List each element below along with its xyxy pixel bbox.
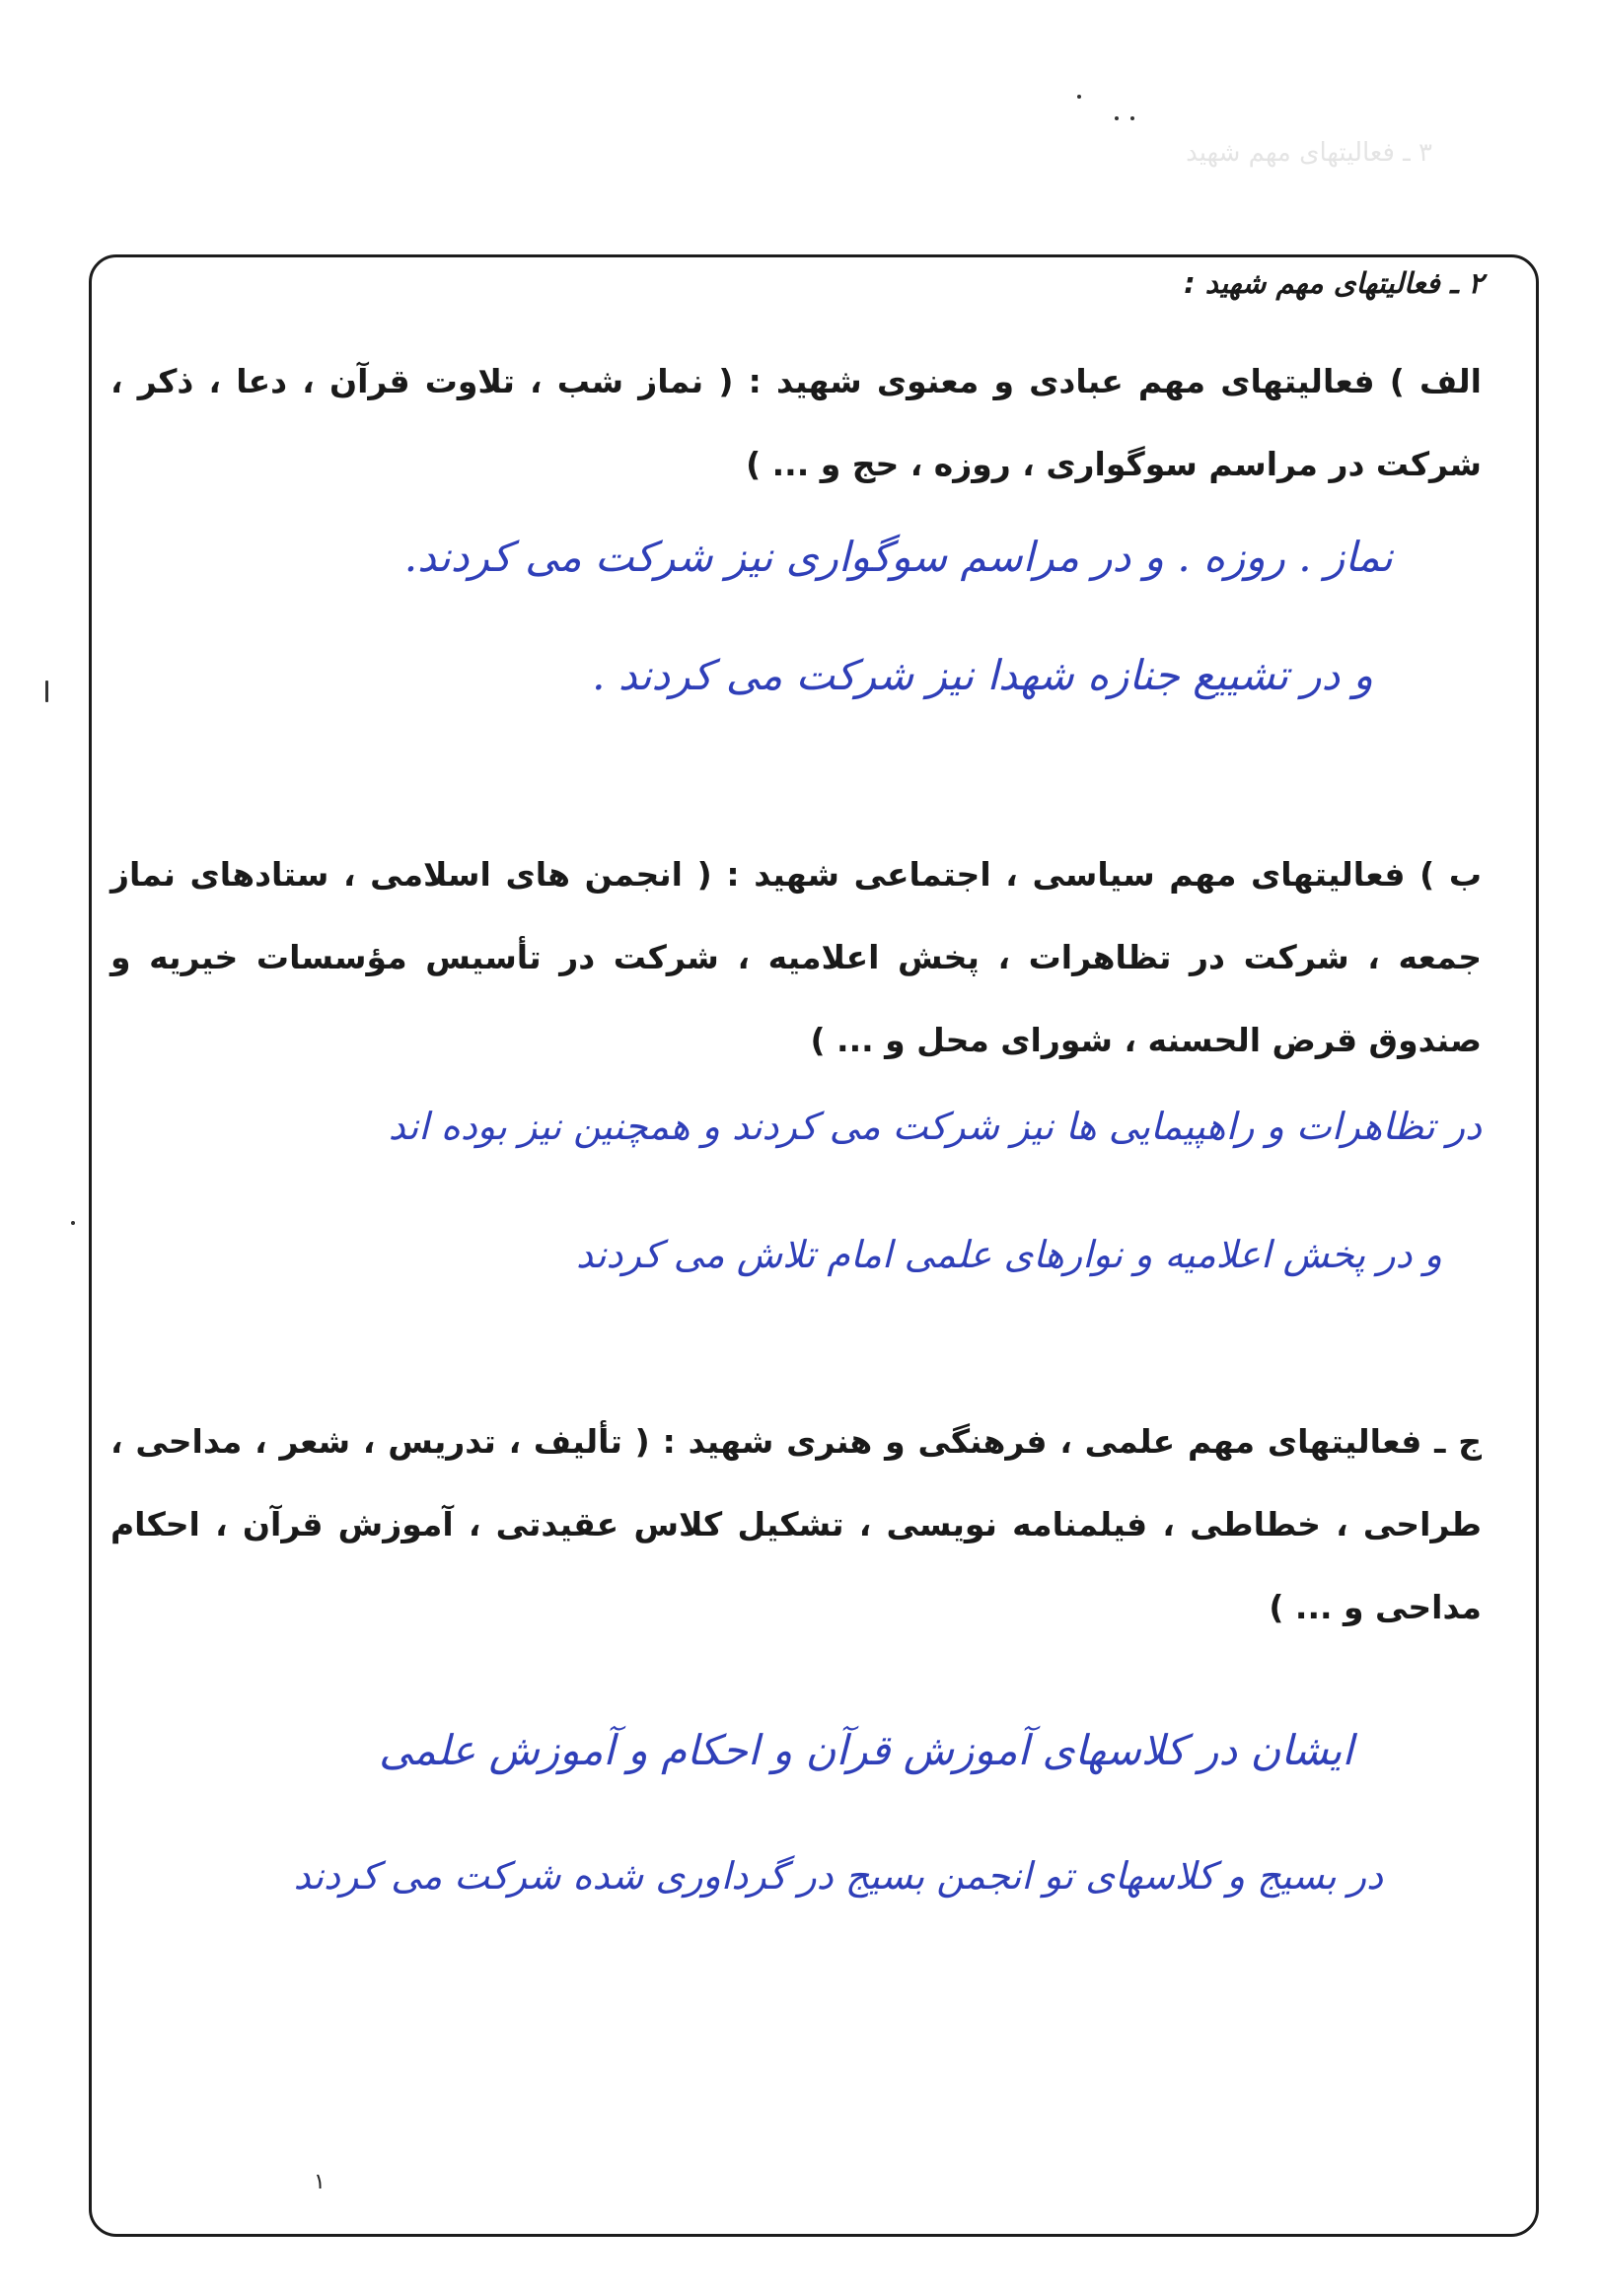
answer-a-line-2: و در تشییع جنازه شهدا نیز شرکت می کردند . — [592, 651, 1373, 699]
scan-speck — [1077, 95, 1081, 99]
answer-a-line-1: نماز . روزه . و در مراسم سوگواری نیز شرکت می کردند. — [403, 533, 1393, 581]
scan-speck — [1115, 116, 1119, 120]
prompt-c: ج ـ فعالیتهای مهم علمی ، فرهنگی و هنری شهید : ( تألیف ، تدریس ، شعر ، مداحی ، طراحی ، خطاطی ، فیلمنامه نویسی ، تشکیل کلاس عقیدتی ، آموزش قرآن ، احکام مداحی و ... ) — [110, 1422, 1482, 1626]
scan-speck — [45, 681, 48, 702]
prompt-a: الف ) فعالیتهای مهم عبادی و معنوی شهید : ( نماز شب ، تلاوت قرآن ، دعا ، ذکر ، شرکت در مراسم سوگواری ، روزه ، حج و ... ) — [110, 362, 1482, 483]
scan-speck — [1130, 116, 1134, 120]
prompt-b: ب ) فعالیتهای مهم سیاسی ، اجتماعی شهید : ( انجمن های اسلامی ، ستادهای نماز جمعه ، شرکت در تظاهرات ، پخش اعلامیه ، شرکت در تأسیس مؤسسات خیریه و صندوق قرض الحسنه ، شورای محل و ... ) — [110, 855, 1482, 1059]
answer-b-line-2: و در پخش اعلامیه و نوارهای علمی امام تلاش می کردند — [576, 1233, 1442, 1276]
section-heading: ۲ ـ فعالیتهای مهم شهید : — [1184, 266, 1484, 300]
answer-c-line-1: ایشان در کلاسهای آموزش قرآن و احکام و آموزش علمی — [379, 1726, 1353, 1774]
show-through-text: ۳ ـ فعالیتهای مهم شهید — [1186, 138, 1432, 168]
answer-b-line-1: در تظاهرات و راهپیمایی ها نیز شرکت می کردند و همچنین نیز بوده اند — [388, 1105, 1482, 1148]
page-number: ۱ — [314, 2170, 326, 2194]
answer-c-line-2: در بسیج و کلاسهای تو انجمن بسیج در گرداوری شده شرکت می کردند — [293, 1854, 1383, 1898]
scan-speck — [71, 1221, 75, 1225]
